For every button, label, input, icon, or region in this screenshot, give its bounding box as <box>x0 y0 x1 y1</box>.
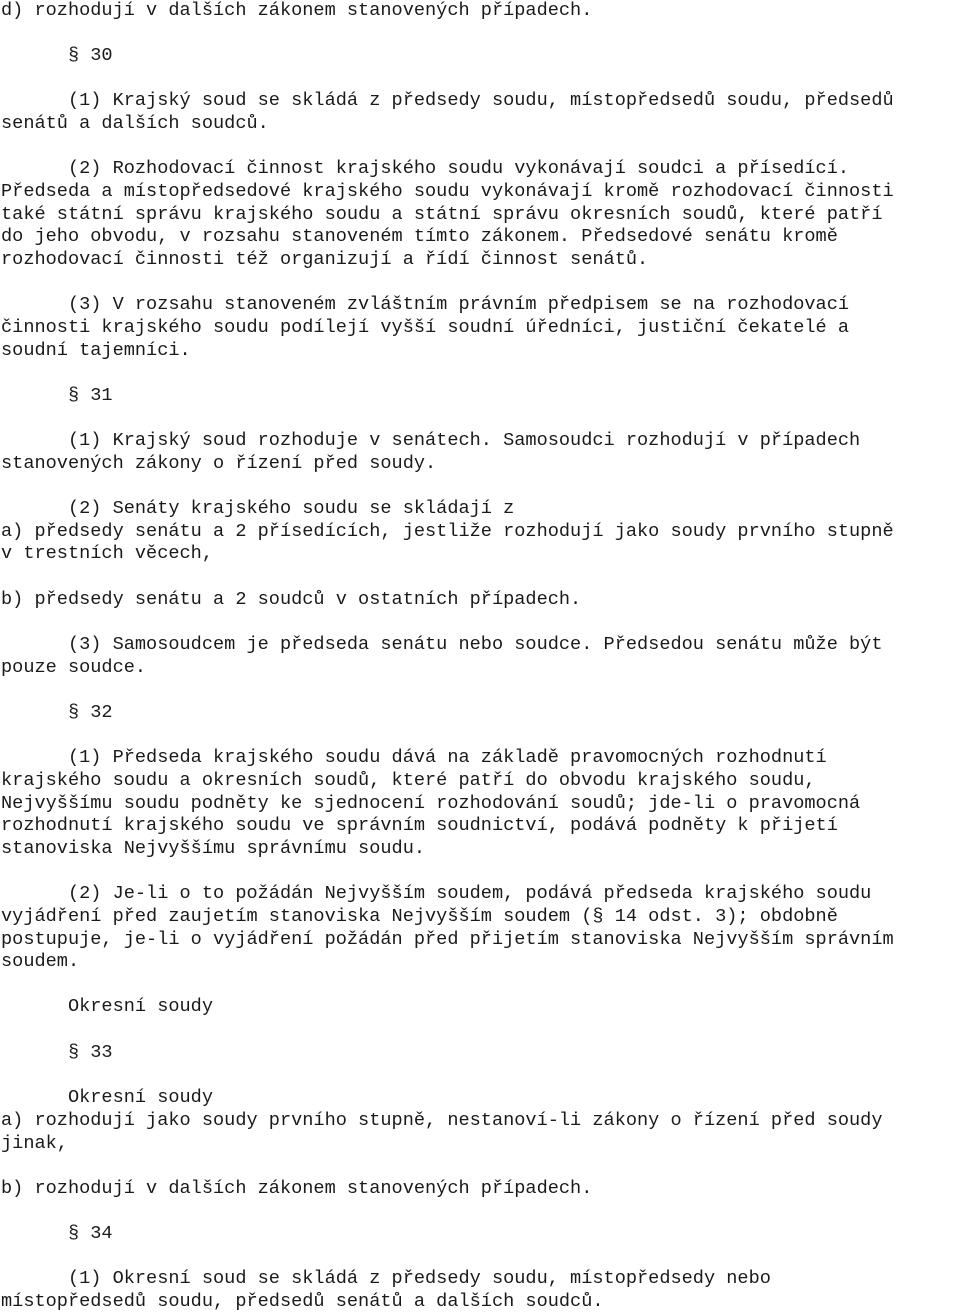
text-line: činnosti krajského soudu podílejí vyšší soudní úředníci, justiční čekatelé a <box>1 317 850 338</box>
section-heading: § 33 <box>1 1042 113 1063</box>
text-line: pouze soudce. <box>1 657 147 678</box>
text-line: rozhodovací činnosti též organizují a řídí činnost senátů. <box>1 249 649 270</box>
text-line: stanovených zákony o řízení před soudy. <box>1 453 437 474</box>
text-line: (1) Okresní soud se skládá z předsedy soudu, místopředsedy nebo <box>1 1268 771 1289</box>
text-line: rozhodnutí krajského soudu ve správním soudnictví, podává podněty k přijetí <box>1 815 838 836</box>
section-heading: § 31 <box>1 385 113 406</box>
section-heading: § 30 <box>1 45 113 66</box>
text-line: také státní správu krajského soudu a státní správu okresních soudů, které patří <box>1 204 883 225</box>
text-line: v trestních věcech, <box>1 543 214 564</box>
text-line: soudní tajemníci. <box>1 340 191 361</box>
text-line: senátů a dalších soudců. <box>1 113 269 134</box>
section-heading: § 34 <box>1 1223 113 1244</box>
text-line: Okresní soudy <box>1 1087 214 1108</box>
text-line: (2) Senáty krajského soudu se skládají z <box>1 498 515 519</box>
text-line: (3) V rozsahu stanoveném zvláštním právním předpisem se na rozhodovací <box>1 294 850 315</box>
text-line: (3) Samosoudcem je předseda senátu nebo soudce. Předsedou senátu může být <box>1 634 883 655</box>
text-line: vyjádření před zaujetím stanoviska Nejvyšším soudem (§ 14 odst. 3); obdobně <box>1 906 838 927</box>
text-line: b) rozhodují v dalších zákonem stanovených případech. <box>1 1178 593 1199</box>
text-line: b) předsedy senátu a 2 soudců v ostatních případech. <box>1 589 582 610</box>
text-line: a) předsedy senátu a 2 přísedících, jestliže rozhodují jako soudy prvního stupně <box>1 521 894 542</box>
section-heading: § 32 <box>1 702 113 723</box>
text-line: jinak, <box>1 1133 68 1154</box>
chapter-heading: Okresní soudy <box>1 996 214 1017</box>
text-line: krajského soudu a okresních soudů, které patří do obvodu krajského soudu, <box>1 770 816 791</box>
text-line: (2) Je-li o to požádán Nejvyšším soudem, podává předseda krajského soudu <box>1 883 872 904</box>
text-line: Předseda a místopředsedové krajského soudu vykonávají kromě rozhodovací činnosti <box>1 181 894 202</box>
text-line: soudem. <box>1 951 80 972</box>
text-line: postupuje, je-li o vyjádření požádán před přijetím stanoviska Nejvyšším správním <box>1 929 894 950</box>
text-line: do jeho obvodu, v rozsahu stanoveném tímto zákonem. Předsedové senátu kromě <box>1 226 838 247</box>
text-line: (1) Krajský soud se skládá z předsedy soudu, místopředsedů soudu, předsedů <box>1 90 894 111</box>
text-line: (1) Předseda krajského soudu dává na základě pravomocných rozhodnutí <box>1 747 827 768</box>
text-line: místopředsedů soudu, předsedů senátů a dalších soudců. <box>1 1291 604 1312</box>
text-line: (1) Krajský soud rozhoduje v senátech. Samosoudci rozhodují v případech <box>1 430 861 451</box>
document-page <box>1 0 959 1312</box>
text-line: a) rozhodují jako soudy prvního stupně, nestanoví-li zákony o řízení před soudy <box>1 1110 883 1131</box>
text-line: Nejvyššímu soudu podněty ke sjednocení rozhodování soudů; jde-li o pravomocná <box>1 793 861 814</box>
text-line: d) rozhodují v dalších zákonem stanovených případech. <box>1 0 593 21</box>
text-line: stanoviska Nejvyššímu správnímu soudu. <box>1 838 426 859</box>
text-line: (2) Rozhodovací činnost krajského soudu vykonávají soudci a přísedící. <box>1 158 850 179</box>
